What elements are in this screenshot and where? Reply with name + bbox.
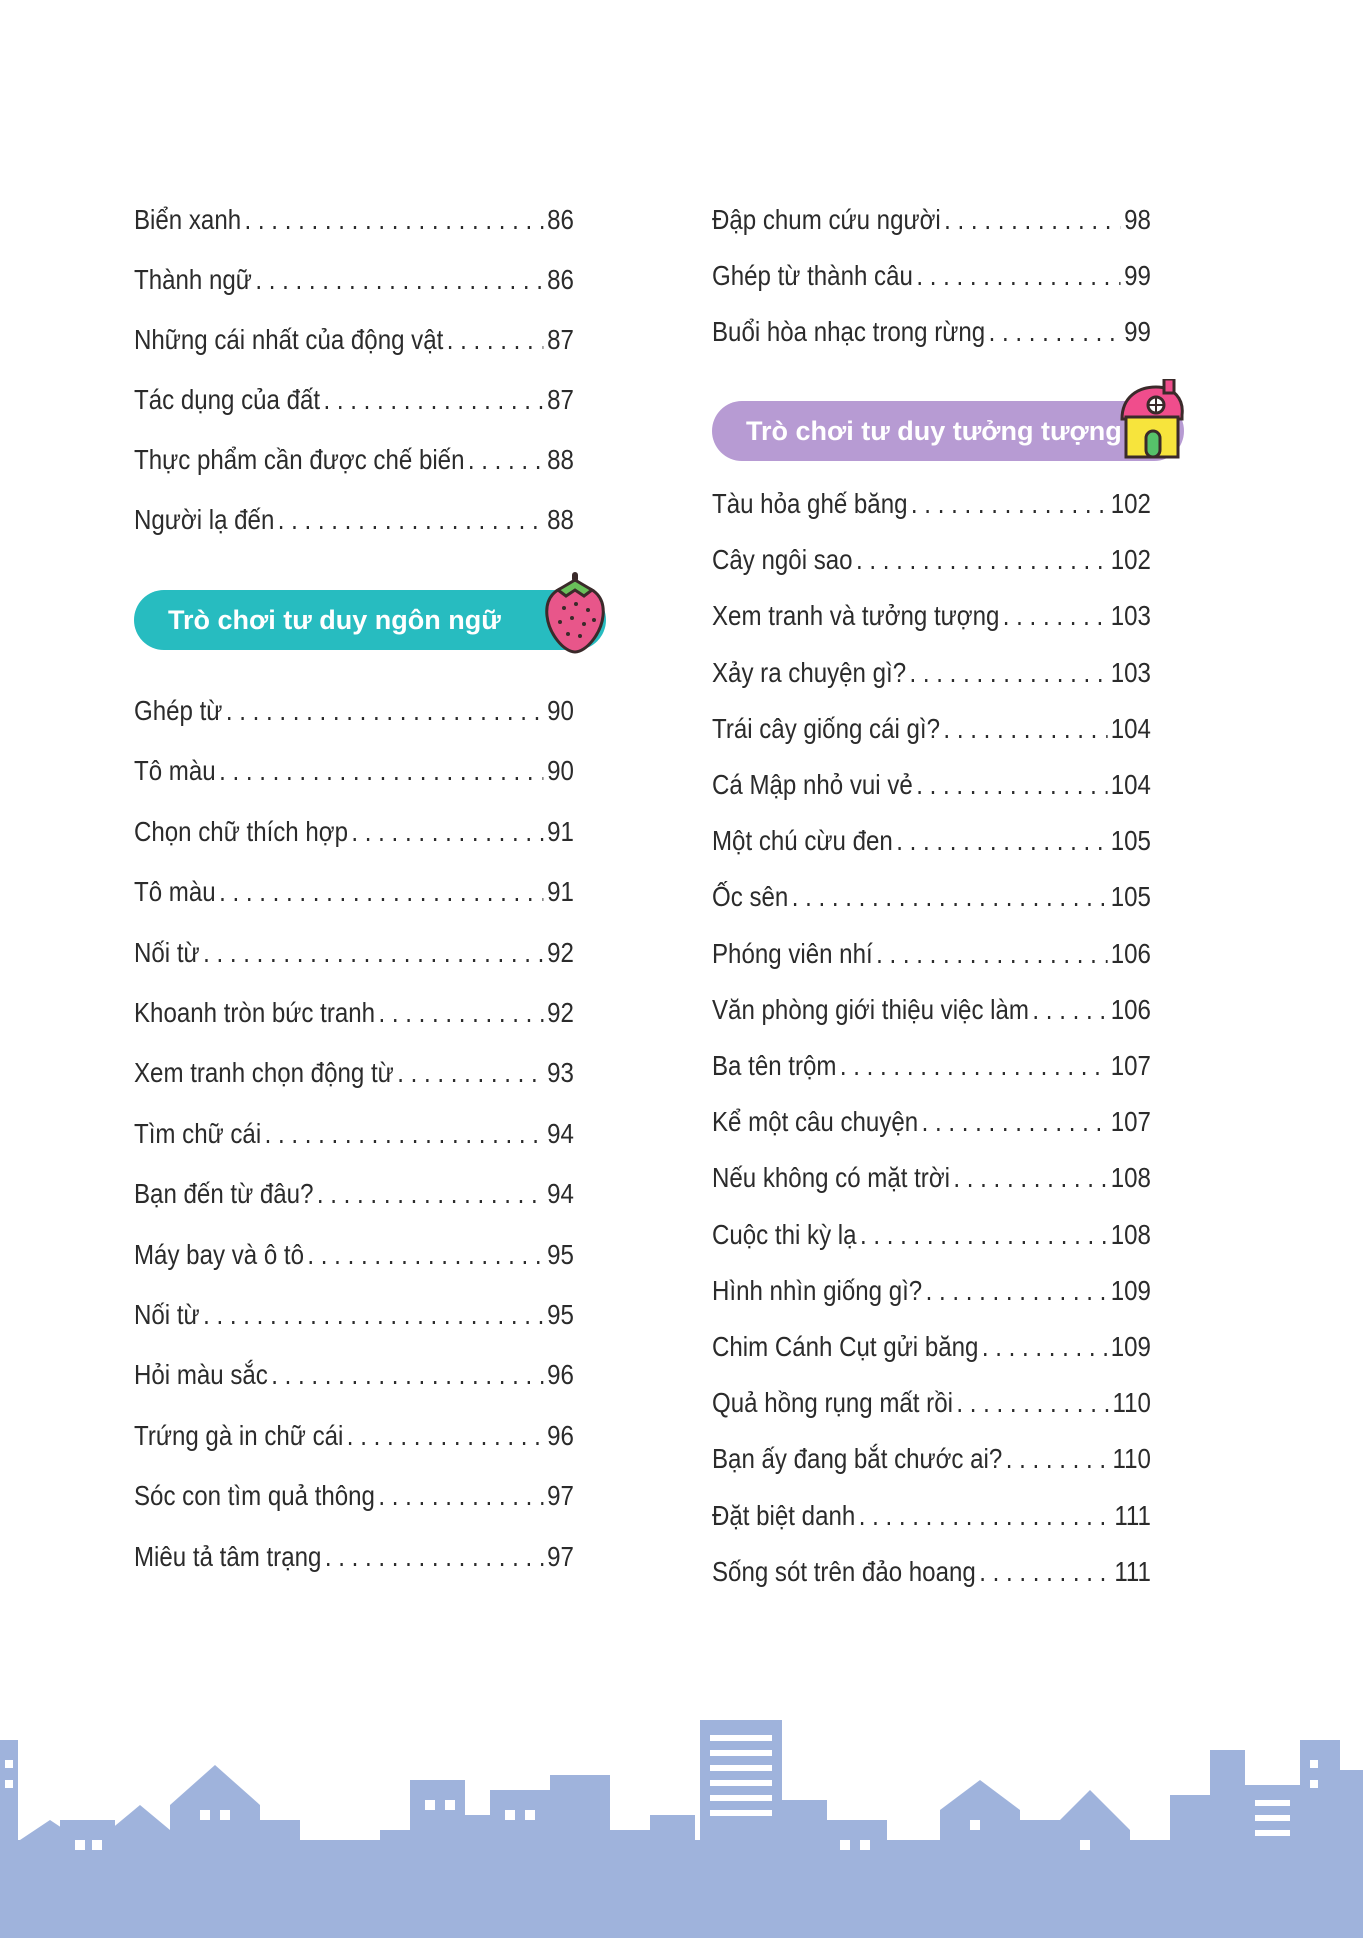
toc-entry [712, 1048, 1151, 1084]
toc-entry-page: 88 [547, 504, 574, 535]
toc-entry-page: 102 [1110, 488, 1151, 519]
toc-entry [134, 753, 574, 789]
toc-entry-title: Ốc sên [712, 881, 789, 913]
toc-entry-title: Miêu tả tâm trạng [134, 1540, 322, 1572]
toc-entry [712, 202, 1151, 238]
toc-leader-dots [856, 542, 1107, 578]
toc-entry [712, 1329, 1151, 1365]
section-banner [134, 590, 606, 650]
toc-leader-dots [944, 202, 1121, 238]
toc-leader-dots [911, 486, 1107, 522]
toc-leader-dots [397, 1055, 543, 1091]
toc-entry [134, 1055, 574, 1091]
toc-leader-dots [378, 995, 543, 1031]
section-title: Trò chơi tư duy ngôn ngữ [168, 604, 501, 635]
toc-leader-dots [956, 1385, 1109, 1421]
toc-entry [134, 1539, 574, 1575]
toc-entry-title: Xảy ra chuyện gì? [712, 656, 907, 688]
toc-entry-title: Nối từ [134, 936, 200, 968]
toc-entry [712, 1217, 1151, 1253]
toc-entry-title: Buổi hòa nhạc trong rừng [712, 316, 986, 347]
toc-leader-dots [876, 936, 1107, 972]
toc-entry [134, 1357, 574, 1393]
toc-entry-title: Máy bay và ô tô [134, 1238, 304, 1270]
toc-leader-dots [265, 1116, 544, 1152]
toc-entry-page: 87 [547, 384, 574, 415]
toc-leader-dots [324, 382, 544, 418]
toc-entry-page: 91 [547, 815, 574, 847]
toc-entry-title: Xem tranh và tưởng tượng [712, 600, 1000, 632]
toc-entry [134, 995, 574, 1031]
toc-entry [712, 1441, 1151, 1477]
toc-leader-dots [792, 879, 1108, 915]
toc-entry [712, 655, 1151, 691]
toc-entry [134, 1418, 574, 1454]
toc-entry-title: Nếu không có mặt trời [712, 1162, 950, 1194]
toc-entry-page: 109 [1110, 1331, 1151, 1362]
toc-entry-title: Thành ngữ [134, 264, 252, 295]
toc-entry [712, 711, 1151, 747]
toc-entry [134, 1116, 574, 1152]
toc-leader-dots [1006, 1441, 1109, 1477]
toc-entry-title: Sóc con tìm quả thông [134, 1480, 375, 1512]
toc-entry-title: Những cái nhất của động vật [134, 324, 444, 355]
toc-leader-dots [271, 1357, 543, 1393]
toc-entry-page: 93 [547, 1057, 574, 1089]
toc-entry [712, 879, 1151, 915]
toc-entry [134, 382, 574, 418]
toc-entry [134, 1478, 574, 1514]
toc-entry-page: 99 [1124, 316, 1151, 347]
toc-entry-page: 102 [1110, 544, 1151, 576]
toc-entry-page: 106 [1110, 993, 1151, 1025]
toc-entry [712, 767, 1151, 803]
toc-leader-dots [910, 655, 1108, 691]
toc-entry-page: 87 [547, 324, 574, 355]
toc-entry-page: 108 [1110, 1218, 1151, 1250]
toc-entry-page: 109 [1110, 1274, 1151, 1306]
toc-entry-page: 97 [547, 1480, 574, 1512]
toc-leader-dots [982, 1329, 1107, 1365]
toc-entry-page: 92 [547, 997, 574, 1028]
toc-leader-dots [989, 314, 1121, 350]
toc-entry-title: Bạn đến từ đâu? [134, 1178, 314, 1210]
toc-entry-page: 111 [1114, 1555, 1151, 1587]
toc-leader-dots [859, 1498, 1111, 1534]
toc-leader-dots [255, 262, 543, 298]
toc-entry-title: Trứng gà in chữ cái [134, 1419, 344, 1451]
toc-leader-dots [922, 1104, 1108, 1140]
toc-leader-dots [278, 502, 544, 538]
toc-entry-title: Khoanh tròn bức tranh [134, 997, 376, 1028]
toc-entry [134, 202, 574, 238]
toc-leader-dots [979, 1554, 1111, 1590]
toc-entry-title: Nối từ [134, 1299, 200, 1330]
toc-entry-page: 86 [547, 264, 574, 295]
toc-entry-title: Một chú cừu đen [712, 825, 893, 857]
toc-entry-page: 90 [547, 695, 574, 726]
toc-entry-page: 111 [1114, 1499, 1151, 1531]
toc-leader-dots [307, 1237, 543, 1273]
toc-leader-dots [447, 322, 544, 358]
toc-entry [712, 1498, 1151, 1534]
toc-entry [712, 936, 1151, 972]
toc-entry-page: 105 [1110, 825, 1151, 857]
toc-leader-dots [203, 935, 544, 971]
toc-entry-page: 90 [547, 755, 574, 787]
toc-entry-page: 99 [1124, 260, 1151, 291]
toc-entry [134, 262, 574, 298]
toc-entry-title: Chọn chữ thích hợp [134, 815, 348, 847]
toc-entry [712, 314, 1151, 350]
toc-leader-dots [896, 823, 1107, 859]
toc-entry [134, 1176, 574, 1212]
toc-leader-dots [916, 767, 1107, 803]
toc-entry-title: Xem tranh chọn động từ [134, 1057, 394, 1089]
toc-entry [712, 823, 1151, 859]
toc-entry [712, 1273, 1151, 1309]
toc-leader-dots [916, 258, 1120, 294]
toc-entry [134, 814, 574, 850]
toc-entry-title: Trái cây giống cái gì? [712, 712, 940, 744]
toc-entry-title: Đập chum cứu người [712, 204, 941, 235]
toc-entry-title: Biển xanh [134, 204, 242, 235]
toc-leader-dots [1003, 598, 1108, 634]
toc-entry-title: Bạn ấy đang bắt chước ai? [712, 1443, 1003, 1475]
toc-entry [712, 1104, 1151, 1140]
toc-leader-dots [245, 202, 544, 238]
toc-entry-page: 104 [1110, 712, 1151, 744]
section-title: Trò chơi tư duy tưởng tượng [746, 415, 1122, 446]
toc-entry-title: Tác dụng của đất [134, 384, 321, 415]
toc-entry-page: 95 [547, 1299, 574, 1330]
toc-entry-title: Người lạ đến [134, 504, 275, 535]
toc-entry [712, 992, 1151, 1028]
toc-entry [134, 693, 574, 729]
toc-leader-dots [1032, 992, 1107, 1028]
toc-entry-page: 110 [1112, 1387, 1151, 1419]
city-skyline-icon [0, 1700, 1363, 1938]
toc-entry [134, 442, 574, 478]
toc-entry-page: 94 [547, 1178, 574, 1210]
toc-leader-dots [219, 874, 544, 910]
toc-leader-dots [203, 1297, 544, 1333]
toc-entry-page: 103 [1110, 656, 1151, 688]
toc-entry-page: 96 [547, 1359, 574, 1391]
toc-entry-page: 103 [1110, 600, 1151, 632]
toc-entry-page: 86 [547, 204, 574, 235]
toc-entry [134, 874, 574, 910]
toc-entry-title: Thực phẩm cần được chế biến [134, 444, 465, 475]
toc-entry-title: Hỏi màu sắc [134, 1359, 268, 1391]
toc-entry-title: Ghép từ [134, 695, 223, 726]
toc-entry-page: 107 [1110, 1050, 1151, 1081]
toc-entry-page: 97 [547, 1540, 574, 1572]
toc-entry-page: 92 [547, 936, 574, 968]
toc-entry-title: Phóng viên nhí [712, 937, 873, 969]
toc-entry-page: 95 [547, 1238, 574, 1270]
toc-entry-page: 107 [1110, 1106, 1151, 1138]
toc-entry [712, 1160, 1151, 1196]
toc-entry [712, 486, 1151, 522]
toc-entry-page: 106 [1110, 937, 1151, 969]
toc-entry-title: Tàu hỏa ghế băng [712, 488, 908, 519]
toc-entry-title: Tô màu [134, 755, 216, 787]
toc-entry [134, 1237, 574, 1273]
toc-entry [134, 935, 574, 971]
toc-entry [712, 1554, 1151, 1590]
toc-leader-dots [953, 1160, 1107, 1196]
toc-entry-page: 98 [1124, 204, 1151, 235]
toc-entry-page: 94 [547, 1117, 574, 1149]
toc-leader-dots [926, 1273, 1108, 1309]
toc-entry-title: Cuộc thi kỳ lạ [712, 1218, 857, 1250]
toc-entry-page: 88 [547, 444, 574, 475]
toc-entry-title: Chim Cánh Cụt gửi băng [712, 1331, 979, 1362]
toc-entry-title: Cá Mập nhỏ vui vẻ [712, 769, 913, 800]
toc-entry [712, 258, 1151, 294]
toc-entry-page: 105 [1110, 881, 1151, 913]
toc-leader-dots [860, 1217, 1107, 1253]
toc-leader-dots [351, 814, 543, 850]
toc-leader-dots [219, 753, 544, 789]
toc-leader-dots [468, 442, 544, 478]
toc-entry-title: Ba tên trộm [712, 1050, 837, 1081]
toc-entry-title: Văn phòng giới thiệu việc làm [712, 993, 1029, 1025]
toc-entry [134, 322, 574, 358]
toc-entry-page: 104 [1110, 769, 1151, 800]
toc-entry-title: Đặt biệt danh [712, 1499, 856, 1531]
toc-entry [134, 1297, 574, 1333]
toc-entry [712, 598, 1151, 634]
toc-entry-title: Tô màu [134, 876, 216, 908]
section-banner [712, 401, 1184, 461]
toc-leader-dots [347, 1418, 544, 1454]
toc-entry-title: Kể một câu chuyện [712, 1106, 919, 1138]
toc-leader-dots [317, 1176, 544, 1212]
toc-entry-title: Hình nhìn giống gì? [712, 1274, 923, 1306]
toc-entry-title: Sống sót trên đảo hoang [712, 1555, 976, 1587]
toc-entry-title: Tìm chữ cái [134, 1117, 262, 1149]
toc-entry-page: 96 [547, 1419, 574, 1451]
toc-entry-title: Ghép từ thành câu [712, 260, 913, 291]
toc-entry-page: 110 [1112, 1443, 1151, 1475]
toc-entry [134, 502, 574, 538]
toc-leader-dots [378, 1478, 543, 1514]
toc-leader-dots [226, 693, 544, 729]
toc-entry-title: Quả hồng rụng mất rồi [712, 1387, 953, 1419]
toc-entry [712, 542, 1151, 578]
toc-entry [712, 1385, 1151, 1421]
toc-entry-title: Cây ngôi sao [712, 544, 853, 576]
toc-leader-dots [840, 1048, 1107, 1084]
toc-leader-dots [943, 711, 1107, 747]
toc-entry-page: 91 [547, 876, 574, 908]
toc-leader-dots [325, 1539, 544, 1575]
toc-entry-page: 108 [1110, 1162, 1151, 1194]
